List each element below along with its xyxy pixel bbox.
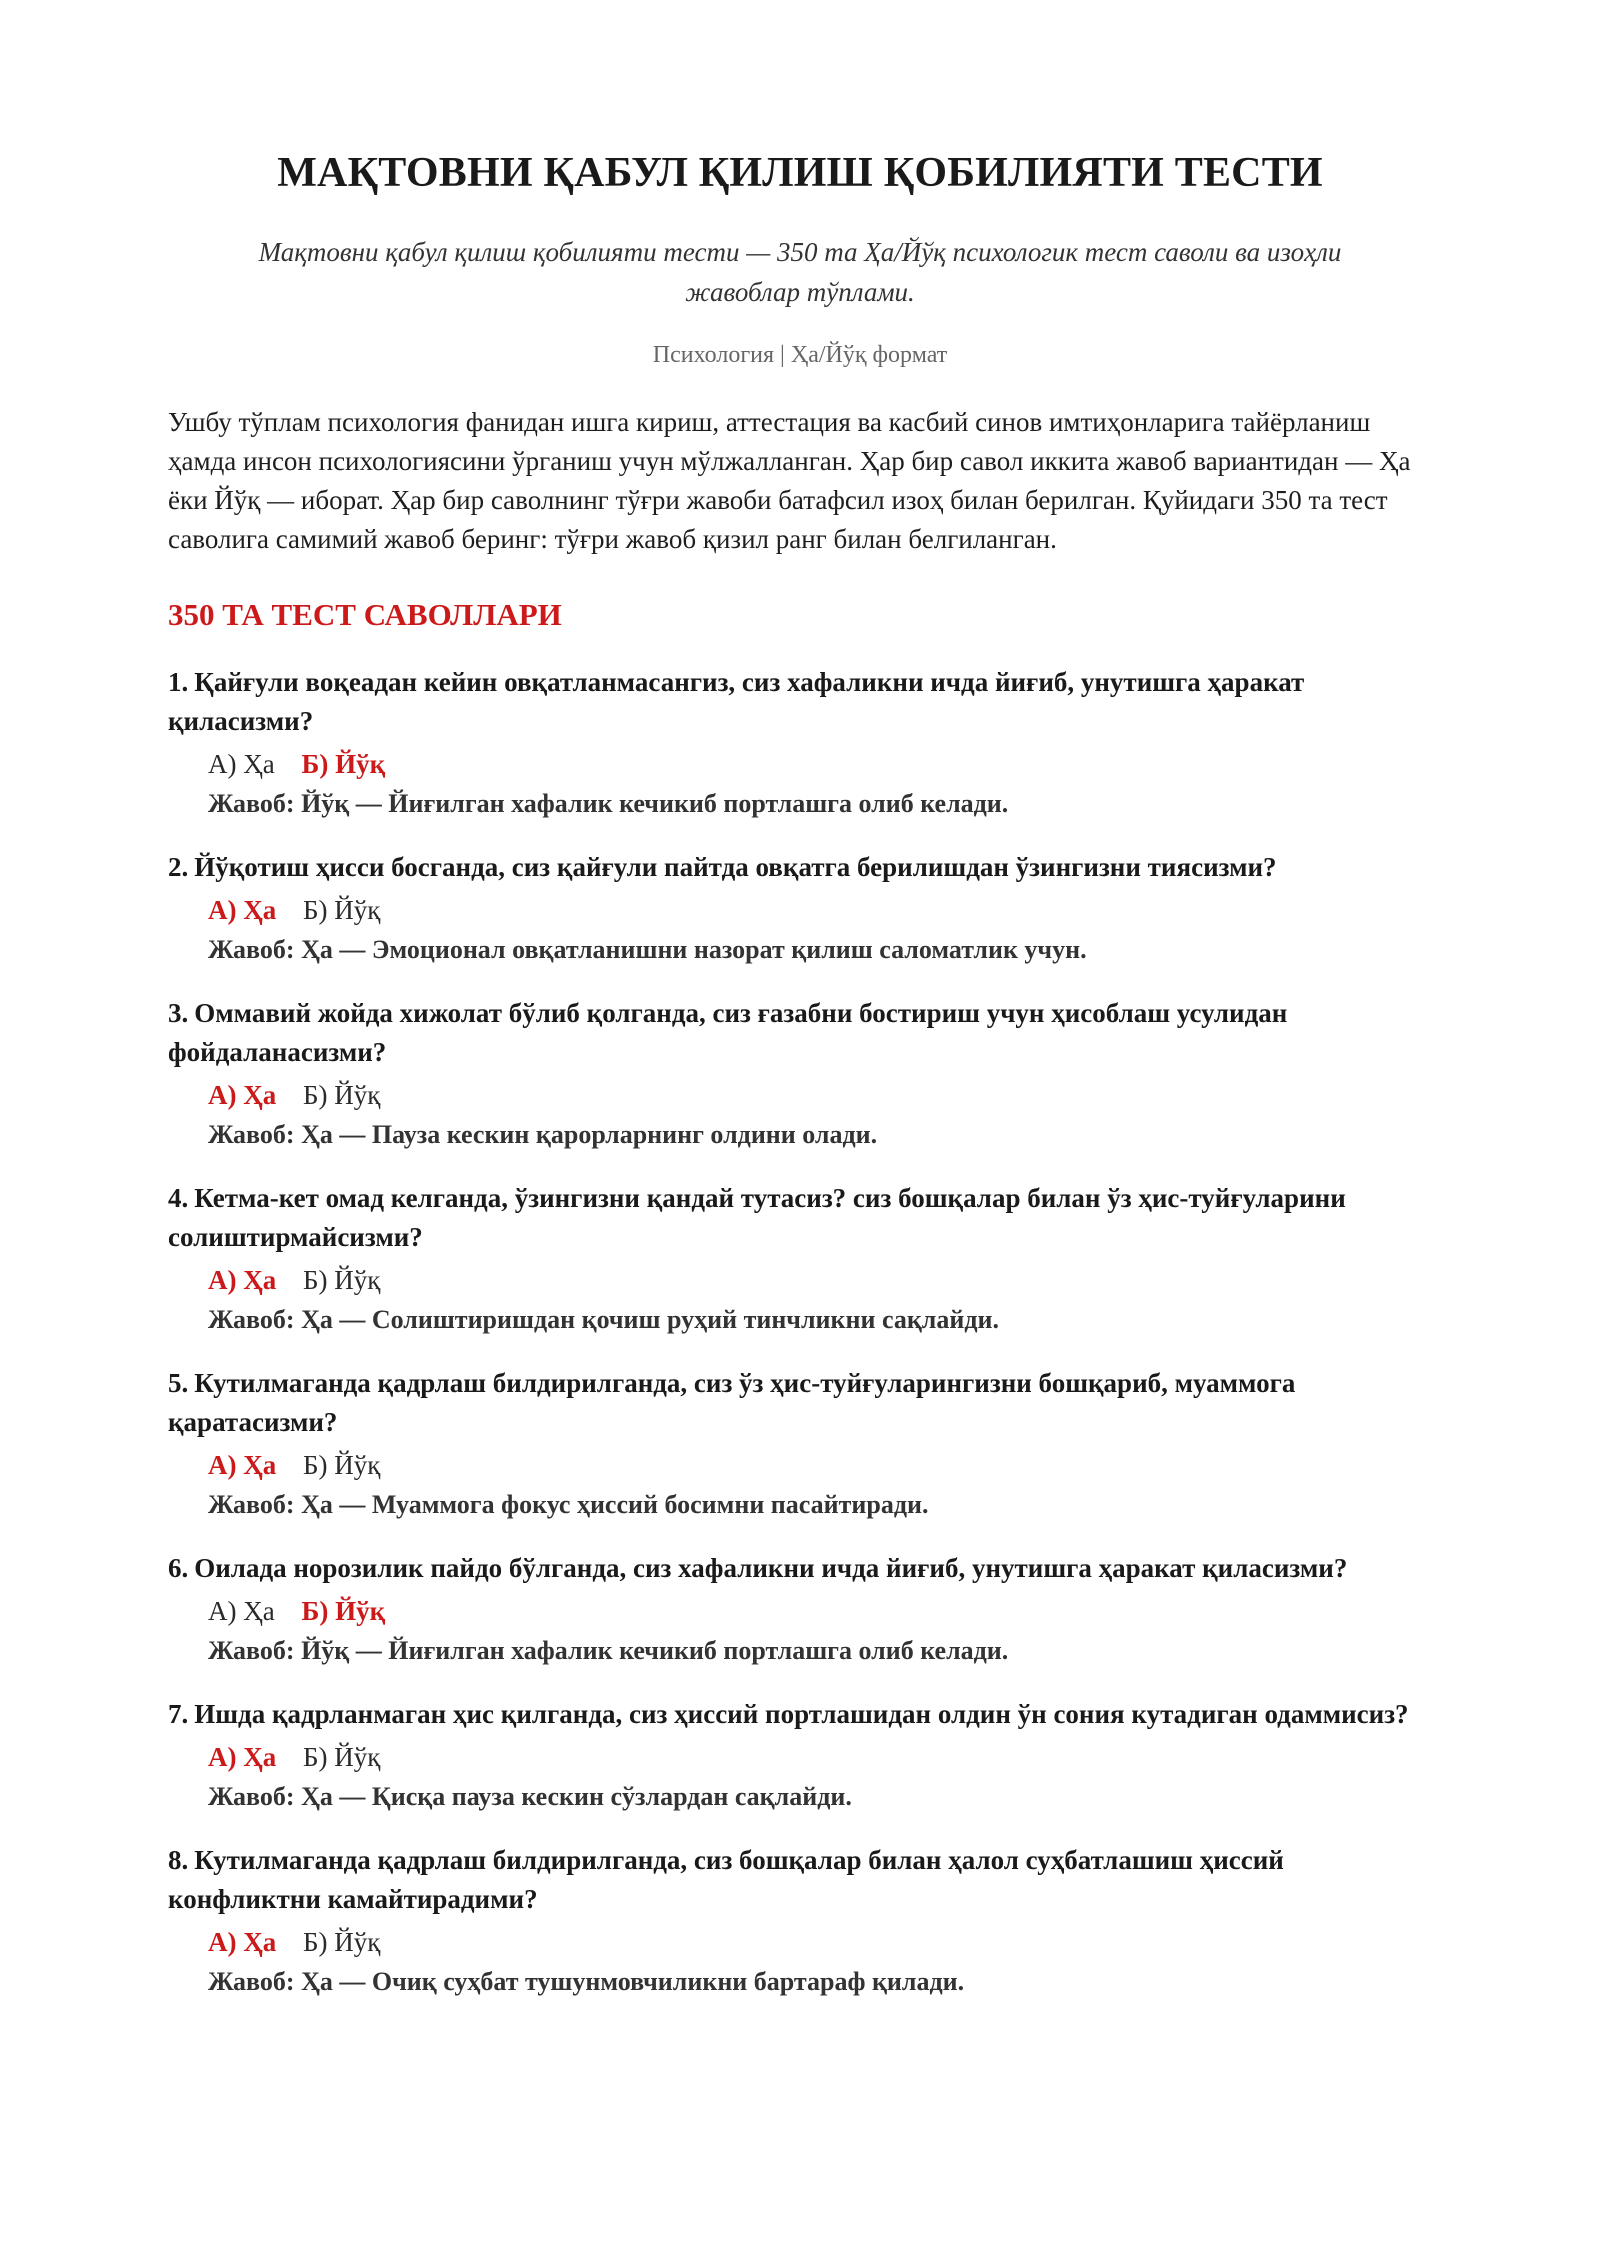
question-number: 7. <box>168 1699 189 1730</box>
answer-explanation: Жавоб: Ҳа — Эмоционал овқатланишни назорат қилиш саломатлик учун. <box>208 935 1087 965</box>
question-text: Йўқотиш ҳисси босганда, сиз қайғули пайтда овқатга берилишдан ўзингизни тиясизми? <box>194 852 1277 883</box>
question-options <box>168 1075 1432 1115</box>
question-options <box>168 1737 1432 1777</box>
question-text-line <box>168 663 1432 741</box>
question-number: 2. <box>168 852 189 883</box>
question-options <box>168 1445 1432 1485</box>
option-b: Б) Йўқ <box>303 895 381 926</box>
question-number: 1. <box>168 667 189 698</box>
answer-explanation: Жавоб: Йўқ — Йиғилган хафалик кечикиб портлашга олиб келади. <box>208 789 1009 819</box>
option-a: А) Ҳа <box>208 1450 277 1481</box>
option-a: А) Ҳа <box>208 1927 277 1958</box>
option-b: Б) Йўқ <box>303 1742 381 1773</box>
document-intro: Ушбу тўплам психология фанидан ишга кириш, аттестация ва касбий синов имтиҳонларига тайёрланиш ҳамда инсон психологиясини ўрганиш учун мўлжалланган. Ҳар бир савол иккита жавоб вариантидан — Ҳа ёки Йўқ — иборат. Ҳар бир саволнинг тўғри жавоби батафсил изоҳ билан берилган. Қуйидаги 350 та тест саволига самимий жавоб беринг: тўғри жавоб қизил ранг билан белгиланган. <box>168 407 1411 555</box>
section-heading: 350 ТА ТЕСТ САВОЛЛАРИ <box>168 597 562 633</box>
option-b: Б) Йўқ <box>301 749 386 780</box>
answer-explanation: Жавоб: Ҳа — Очиқ суҳбат тушунмовчиликни бартараф қилади. <box>208 1967 965 1997</box>
question-number: 8. <box>168 1845 189 1876</box>
answer-explanation: Жавоб: Йўқ — Йиғилган хафалик кечикиб портлашга олиб келади. <box>208 1636 1009 1666</box>
document-subtitle: Мақтовни қабул қилиш қобилияти тести — 350 та Ҳа/Йўқ психологик тест саволи ва изоҳли жавоблар тўплами. <box>258 237 1342 308</box>
question-number: 4. <box>168 1183 189 1214</box>
answer-explanation: Жавоб: Ҳа — Муаммога фокус ҳиссий босимни пасайтиради. <box>208 1490 929 1520</box>
question-item <box>168 994 1432 1155</box>
question-number: 5. <box>168 1368 189 1399</box>
option-b: Б) Йўқ <box>303 1080 381 1111</box>
question-item <box>168 1364 1432 1525</box>
option-b: Б) Йўқ <box>303 1265 381 1296</box>
question-options <box>168 1591 1432 1631</box>
option-a: А) Ҳа <box>208 749 275 780</box>
question-text: Оилада норозилик пайдо бўлганда, сиз хафаликни ичда йиғиб, унутишга ҳаракат қиласизми? <box>194 1553 1348 1584</box>
question-text: Кутилмаганда қадрлаш билдирилганда, сиз ўз ҳис-туйғуларингизни бошқариб, муаммога қаратасизми? <box>168 1368 1296 1438</box>
option-a: А) Ҳа <box>208 895 277 926</box>
option-a: А) Ҳа <box>208 1265 277 1296</box>
option-b: Б) Йўқ <box>303 1450 381 1481</box>
option-b: Б) Йўқ <box>301 1596 386 1627</box>
question-text: Оммавий жойда хижолат бўлиб қолганда, сиз ғазабни бостириш учун ҳисоблаш усулидан фойдаланасизми? <box>168 998 1288 1068</box>
question-text-line <box>168 1695 1432 1734</box>
option-a: А) Ҳа <box>208 1080 277 1111</box>
question-text-line <box>168 1364 1432 1442</box>
question-text-line <box>168 1549 1432 1588</box>
option-a: А) Ҳа <box>208 1742 277 1773</box>
question-item <box>168 663 1432 824</box>
document-title: МАҚТОВНИ ҚАБУЛ ҚИЛИШ ҚОБИЛИЯТИ ТЕСТИ <box>277 150 1323 196</box>
question-item <box>168 1695 1432 1817</box>
question-text: Ишда қадрланмаган ҳис қилганда, сиз ҳиссий портлашидан олдин ўн сония кутадиган одаммисиз? <box>194 1699 1409 1730</box>
question-item <box>168 848 1432 970</box>
question-number: 6. <box>168 1553 189 1584</box>
question-text-line <box>168 1179 1432 1257</box>
question-options <box>168 890 1432 930</box>
question-text: Қайғули воқеадан кейин овқатланмасангиз, сиз хафаликни ичда йиғиб, унутишга ҳаракат қиласизми? <box>168 667 1305 737</box>
question-item <box>168 1841 1432 2002</box>
question-options <box>168 1922 1432 1962</box>
question-options <box>168 1260 1432 1300</box>
question-text-line <box>168 1841 1432 1919</box>
question-text: Кутилмаганда қадрлаш билдирилганда, сиз бошқалар билан ҳалол суҳбатлашиш ҳиссий конфликтни камайтирадими? <box>168 1845 1284 1915</box>
question-text-line <box>168 848 1432 887</box>
question-item <box>168 1179 1432 1340</box>
option-b: Б) Йўқ <box>303 1927 381 1958</box>
question-item <box>168 1549 1432 1671</box>
option-a: А) Ҳа <box>208 1596 275 1627</box>
question-options <box>168 744 1432 784</box>
answer-explanation: Жавоб: Ҳа — Қисқа пауза кескин сўзлардан сақлайди. <box>208 1782 852 1812</box>
answer-explanation: Жавоб: Ҳа — Пауза кескин қарорларнинг олдини олади. <box>208 1120 878 1150</box>
document-meta: Психология | Ҳа/Йўқ формат <box>652 342 948 369</box>
answer-explanation: Жавоб: Ҳа — Солиштиришдан қочиш руҳий тинчликни сақлайди. <box>208 1305 1000 1335</box>
question-text: Кетма-кет омад келганда, ўзингизни қандай тутасиз? сиз бошқалар билан ўз ҳис-туйғуларини солиштирмайсизми? <box>168 1183 1346 1253</box>
question-text-line <box>168 994 1432 1072</box>
question-list <box>168 663 1432 2002</box>
question-number: 3. <box>168 998 189 1029</box>
